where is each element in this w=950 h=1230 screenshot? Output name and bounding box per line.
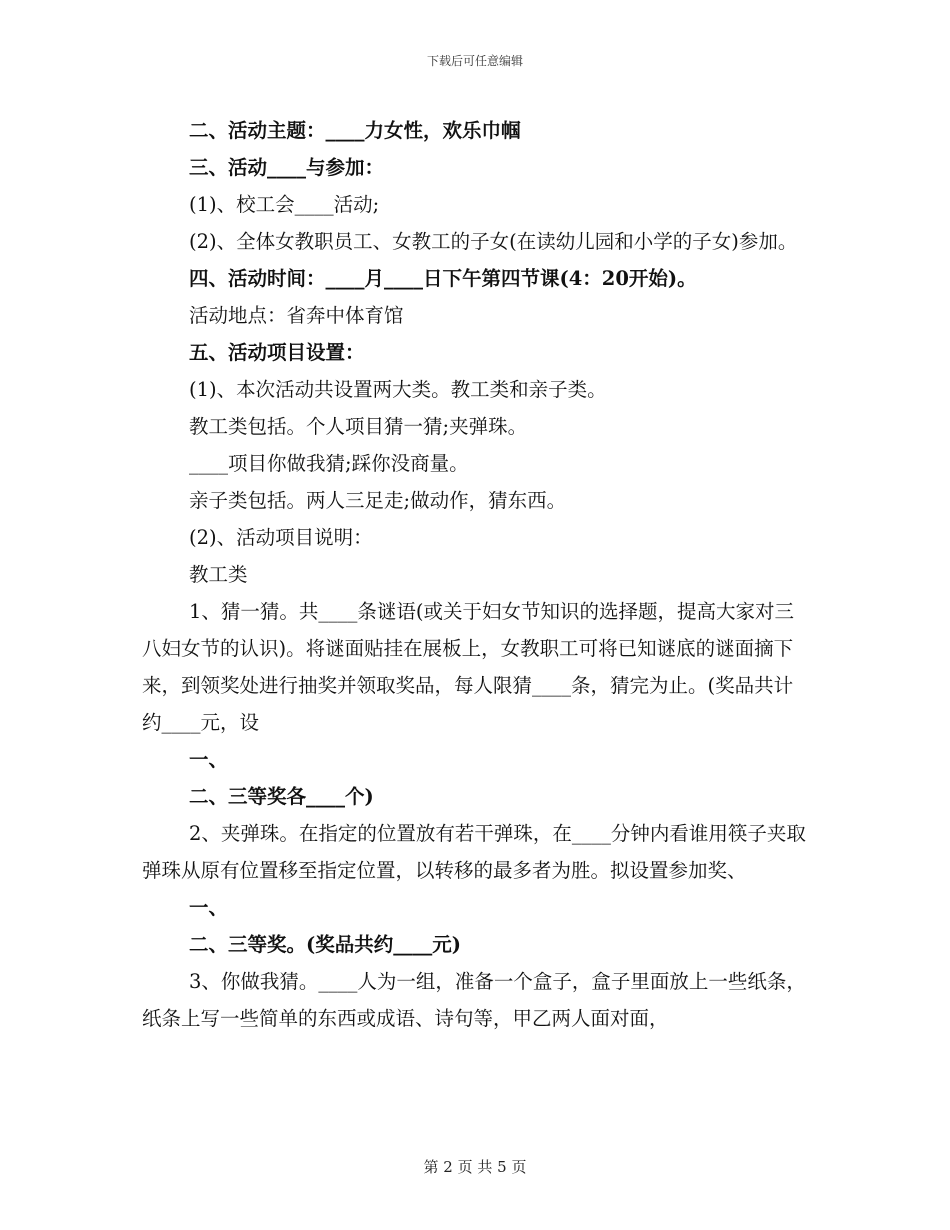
- paragraph: 教工类: [189, 563, 248, 586]
- paragraph: 二、三等奖各____个): [189, 785, 374, 808]
- document-body: [142, 112, 812, 1037]
- paragraph: (1)、校工会____活动;: [189, 193, 380, 216]
- paragraph: 一、: [189, 748, 229, 771]
- paragraph: 活动地点：省奔中体育馆: [189, 304, 404, 327]
- paragraph: ____项目你做我猜;踩你没商量。: [189, 452, 469, 475]
- paragraph: 四、活动时间：____月____日下午第四节课(4：20开始)。: [189, 267, 697, 290]
- paragraph: (2)、活动项目说明：: [189, 526, 373, 549]
- paragraph: 2、夹弹珠。在指定的位置放有若干弹珠，在____分钟内看谁用筷子夹取弹珠从原有位置移至指定位置，以转移的最多者为胜。拟设置参加奖、: [142, 822, 806, 882]
- paragraph: (1)、本次活动共设置两大类。教工类和亲子类。: [189, 378, 607, 401]
- paragraph: 一、: [189, 896, 229, 919]
- paragraph: 三、活动____与参加：: [189, 156, 385, 179]
- paragraph: 二、三等奖。(奖品共约____元): [189, 933, 461, 956]
- paragraph: 3、你做我猜。____人为一组，准备一个盒子，盒子里面放上一些纸条，纸条上写一些简单的东西或成语、诗句等，甲乙两人面对面，: [142, 970, 806, 1030]
- paragraph: 1、猜一猜。共____条谜语(或关于妇女节知识的选择题，提高大家对三八妇女节的认识)。将谜面贴挂在展板上，女教职工可将已知谜底的谜面摘下来，到领奖处进行抽奖并领取奖品，每人限猜____条，猜完为止。(奖品共计约____元，设: [142, 600, 795, 734]
- paragraph: 五、活动项目设置：: [189, 341, 365, 364]
- paragraph: 二、活动主题：____力女性，欢乐巾帼: [189, 119, 521, 142]
- page-footer: 第 2 页 共 5 页: [423, 1158, 527, 1176]
- paragraph: (2)、全体女教职员工、女教工的子女(在读幼儿园和小学的子女)参加。: [189, 230, 798, 253]
- paragraph: 亲子类包括。两人三足走;做动作，猜东西。: [189, 489, 567, 512]
- paragraph: 教工类包括。个人项目猜一猜;夹弹珠。: [189, 415, 528, 438]
- page-header: 下载后可任意编辑: [426, 54, 523, 68]
